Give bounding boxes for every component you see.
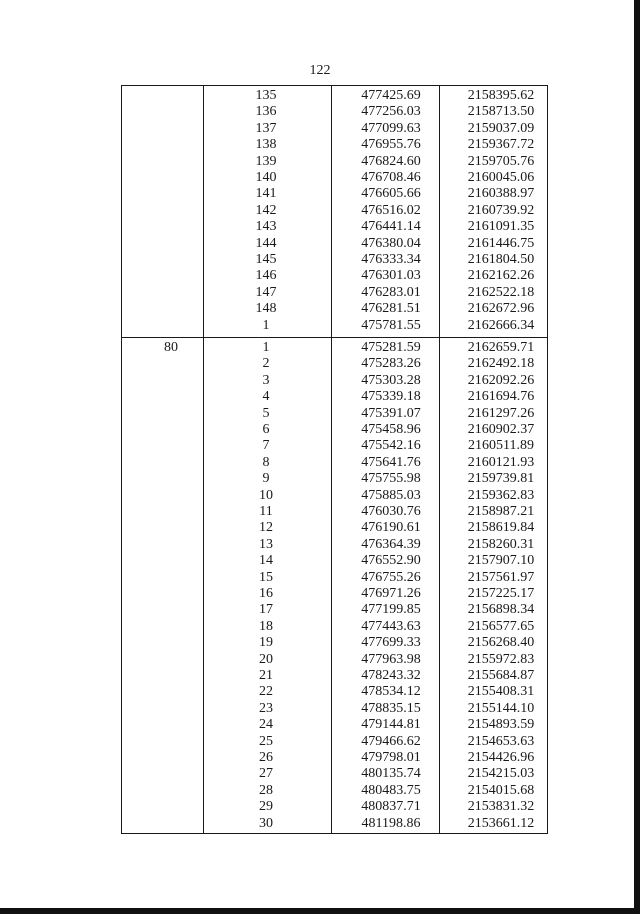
- table-row: [121, 455, 548, 471]
- x-coordinate: 476552.90: [361, 553, 421, 569]
- y-coordinate: 2160902.37: [467, 422, 535, 437]
- point-number: 148: [255, 301, 277, 317]
- x-coordinate: 479466.62: [361, 733, 421, 749]
- point-number: 9: [262, 471, 270, 487]
- x-coordinate: 475885.03: [361, 487, 421, 503]
- point-number: 8: [262, 454, 270, 470]
- x-coordinate: 476283.01: [361, 284, 421, 300]
- point-number: 18: [259, 618, 273, 634]
- table-row: [121, 318, 548, 334]
- y-coordinate: 2159367.72: [467, 137, 535, 153]
- y-coordinate: 2154215.03: [467, 766, 535, 782]
- table-border-top: [121, 85, 548, 86]
- x-coordinate: 475339.18: [361, 389, 421, 405]
- table-row: [121, 635, 548, 651]
- y-coordinate: 2160511.89: [468, 438, 534, 454]
- x-coordinate: 477963.98: [361, 651, 421, 667]
- point-number: 12: [259, 520, 273, 536]
- table-row: [121, 154, 548, 170]
- y-coordinate: 2154653.63: [467, 733, 535, 749]
- y-coordinate: 2160045.06: [467, 170, 535, 185]
- x-coordinate: 480837.71: [361, 799, 421, 815]
- x-coordinate: 476281.51: [361, 301, 421, 317]
- point-number: 21: [259, 668, 273, 683]
- x-coordinate: 475542.16: [361, 438, 421, 454]
- table-row: [121, 88, 548, 104]
- x-coordinate: 476380.04: [361, 235, 421, 251]
- table-row: [121, 684, 548, 700]
- point-number: 139: [255, 153, 277, 169]
- point-number: 136: [255, 104, 277, 120]
- table-row: [121, 252, 548, 268]
- x-coordinate: 475281.59: [361, 340, 421, 355]
- point-number: 29: [259, 799, 273, 815]
- y-coordinate: 2155144.10: [467, 700, 535, 716]
- table-row: [121, 783, 548, 799]
- y-coordinate: 2159362.83: [467, 487, 535, 503]
- x-coordinate: 481198.86: [361, 815, 421, 831]
- x-coordinate: 479144.81: [361, 717, 421, 733]
- y-coordinate: 2161694.76: [467, 389, 535, 405]
- scan-edge-bottom: [0, 908, 640, 914]
- y-coordinate: 2162522.18: [467, 284, 535, 300]
- x-coordinate: 480135.74: [361, 766, 421, 782]
- y-coordinate: 2158713.50: [467, 104, 535, 120]
- point-number: 140: [255, 170, 277, 185]
- table-row: [121, 701, 548, 717]
- point-number: 13: [259, 536, 273, 552]
- point-number: 147: [255, 284, 277, 300]
- coordinate-table: [121, 85, 548, 834]
- y-coordinate: 2156898.34: [467, 602, 535, 618]
- table-row: [121, 186, 548, 202]
- point-number: 30: [259, 815, 273, 831]
- point-number: 137: [255, 120, 277, 136]
- point-number: 142: [255, 202, 277, 218]
- point-number: 23: [259, 700, 273, 716]
- point-number: 1: [262, 340, 270, 355]
- y-coordinate: 2162492.18: [467, 356, 535, 372]
- x-coordinate: 478243.32: [361, 668, 421, 683]
- point-number: 15: [259, 569, 273, 585]
- table-row: [121, 422, 548, 438]
- table-row: [121, 356, 548, 372]
- x-coordinate: 476364.39: [361, 536, 421, 552]
- table-row: [121, 799, 548, 815]
- x-coordinate: 475303.28: [361, 372, 421, 388]
- y-coordinate: 2154426.96: [467, 750, 535, 765]
- x-coordinate: 475755.98: [361, 471, 421, 487]
- table-row: [121, 570, 548, 586]
- y-coordinate: 2157907.10: [467, 553, 535, 569]
- group-separator: [121, 337, 548, 338]
- point-number: 17: [259, 602, 273, 618]
- point-number: 19: [259, 635, 273, 651]
- x-coordinate: 477099.63: [361, 120, 421, 136]
- table-row: [121, 203, 548, 219]
- y-coordinate: 2159037.09: [467, 120, 535, 136]
- point-number: 143: [255, 219, 277, 235]
- y-coordinate: 2158619.84: [467, 520, 535, 536]
- x-coordinate: 476605.66: [361, 186, 421, 202]
- x-coordinate: 477199.85: [361, 602, 421, 618]
- y-coordinate: 2157561.97: [467, 569, 535, 585]
- y-coordinate: 2153661.12: [467, 815, 535, 831]
- x-coordinate: 476441.14: [361, 219, 421, 235]
- point-number: 10: [259, 487, 273, 503]
- y-coordinate: 2158260.31: [467, 536, 535, 552]
- table-row: [121, 301, 548, 317]
- scan-edge-right: [634, 0, 640, 914]
- point-number: 138: [255, 137, 277, 153]
- table-row: [121, 668, 548, 684]
- x-coordinate: 475458.96: [361, 422, 421, 437]
- point-number: 7: [262, 438, 270, 454]
- x-coordinate: 476955.76: [361, 137, 421, 153]
- y-coordinate: 2159739.81: [467, 471, 535, 487]
- y-coordinate: 2162162.26: [467, 268, 535, 284]
- table-border-bottom: [121, 833, 548, 834]
- point-number: 145: [255, 252, 277, 267]
- y-coordinate: 2155684.87: [467, 668, 535, 683]
- y-coordinate: 2162666.34: [467, 317, 535, 333]
- x-coordinate: 478835.15: [361, 700, 421, 716]
- point-number: 1: [262, 317, 270, 333]
- x-coordinate: 477443.63: [361, 618, 421, 634]
- y-coordinate: 2154893.59: [467, 717, 535, 733]
- table-row: [121, 104, 548, 120]
- x-coordinate: 476333.34: [361, 252, 421, 267]
- table-row: [121, 438, 548, 454]
- y-coordinate: 2162659.71: [467, 340, 535, 355]
- y-coordinate: 2162672.96: [467, 301, 535, 317]
- x-coordinate: 476824.60: [361, 153, 421, 169]
- point-number: 5: [262, 405, 270, 421]
- point-number: 25: [259, 733, 273, 749]
- y-coordinate: 2156268.40: [467, 635, 535, 651]
- x-coordinate: 480483.75: [361, 782, 421, 798]
- table-row: [121, 406, 548, 422]
- point-number: 6: [262, 422, 270, 437]
- point-number: 27: [259, 766, 273, 782]
- table-row: [121, 340, 548, 356]
- x-coordinate: 475641.76: [361, 454, 421, 470]
- x-coordinate: 475391.07: [361, 405, 421, 421]
- x-coordinate: 476190.61: [361, 520, 421, 536]
- point-number: 22: [259, 684, 273, 700]
- table-row: [121, 504, 548, 520]
- x-coordinate: 476301.03: [361, 268, 421, 284]
- y-coordinate: 2161804.50: [467, 252, 535, 267]
- table-row: [121, 602, 548, 618]
- x-coordinate: 477425.69: [361, 88, 421, 103]
- point-number: 24: [259, 717, 273, 733]
- table-row: [121, 268, 548, 284]
- y-coordinate: 2158395.62: [467, 88, 535, 103]
- y-coordinate: 2161091.35: [467, 219, 535, 235]
- point-number: 144: [255, 235, 277, 251]
- table-row: [121, 766, 548, 782]
- table-row: [121, 236, 548, 252]
- y-coordinate: 2159705.76: [467, 153, 535, 169]
- point-number: 16: [259, 586, 273, 601]
- point-number: 14: [259, 553, 273, 569]
- y-coordinate: 2160388.97: [467, 186, 535, 202]
- table-row: [121, 652, 548, 668]
- page-number: 122: [309, 63, 331, 78]
- point-number: 3: [262, 372, 270, 388]
- table-row: [121, 373, 548, 389]
- point-number: 146: [255, 268, 277, 284]
- point-number: 4: [262, 389, 270, 405]
- table-row: [121, 520, 548, 536]
- point-number: 28: [259, 782, 273, 798]
- y-coordinate: 2157225.17: [467, 586, 535, 601]
- y-coordinate: 2162092.26: [467, 372, 535, 388]
- x-coordinate: 478534.12: [361, 684, 421, 700]
- table-row: [121, 619, 548, 635]
- x-coordinate: 477699.33: [361, 635, 421, 651]
- y-coordinate: 2161297.26: [467, 405, 535, 421]
- x-coordinate: 476516.02: [361, 202, 421, 218]
- x-coordinate: 475781.55: [361, 317, 421, 333]
- y-coordinate: 2155408.31: [467, 684, 535, 700]
- table-row: [121, 471, 548, 487]
- table-row: [121, 734, 548, 750]
- table-row: [121, 553, 548, 569]
- table-row: [121, 285, 548, 301]
- point-number: 2: [262, 356, 270, 372]
- point-number: 20: [259, 651, 273, 667]
- x-coordinate: 476971.26: [361, 586, 421, 601]
- y-coordinate: 2156577.65: [467, 618, 535, 634]
- y-coordinate: 2160121.93: [467, 454, 535, 470]
- x-coordinate: 479798.01: [361, 750, 421, 765]
- point-number: 141: [255, 186, 277, 202]
- table-row: [121, 717, 548, 733]
- x-coordinate: 476708.46: [361, 170, 421, 185]
- x-coordinate: 476755.26: [361, 569, 421, 585]
- y-coordinate: 2160739.92: [467, 202, 535, 218]
- table-row: [121, 816, 548, 832]
- table-row: [121, 219, 548, 235]
- point-number: 135: [255, 88, 277, 103]
- point-number: 11: [259, 504, 273, 519]
- table-row: [121, 170, 548, 186]
- y-coordinate: 2161446.75: [467, 235, 535, 251]
- table-row: [121, 750, 548, 766]
- point-number: 26: [259, 750, 273, 765]
- y-coordinate: 2154015.68: [467, 782, 535, 798]
- table-row: [121, 137, 548, 153]
- group-id: 80: [164, 340, 178, 355]
- y-coordinate: 2153831.32: [467, 799, 535, 815]
- x-coordinate: 476030.76: [361, 504, 421, 519]
- table-row: [121, 121, 548, 137]
- x-coordinate: 477256.03: [361, 104, 421, 120]
- table-row: [121, 537, 548, 553]
- table-row: [121, 389, 548, 405]
- table-row: [121, 488, 548, 504]
- y-coordinate: 2158987.21: [467, 504, 535, 519]
- x-coordinate: 475283.26: [361, 356, 421, 372]
- y-coordinate: 2155972.83: [467, 651, 535, 667]
- table-row: [121, 586, 548, 602]
